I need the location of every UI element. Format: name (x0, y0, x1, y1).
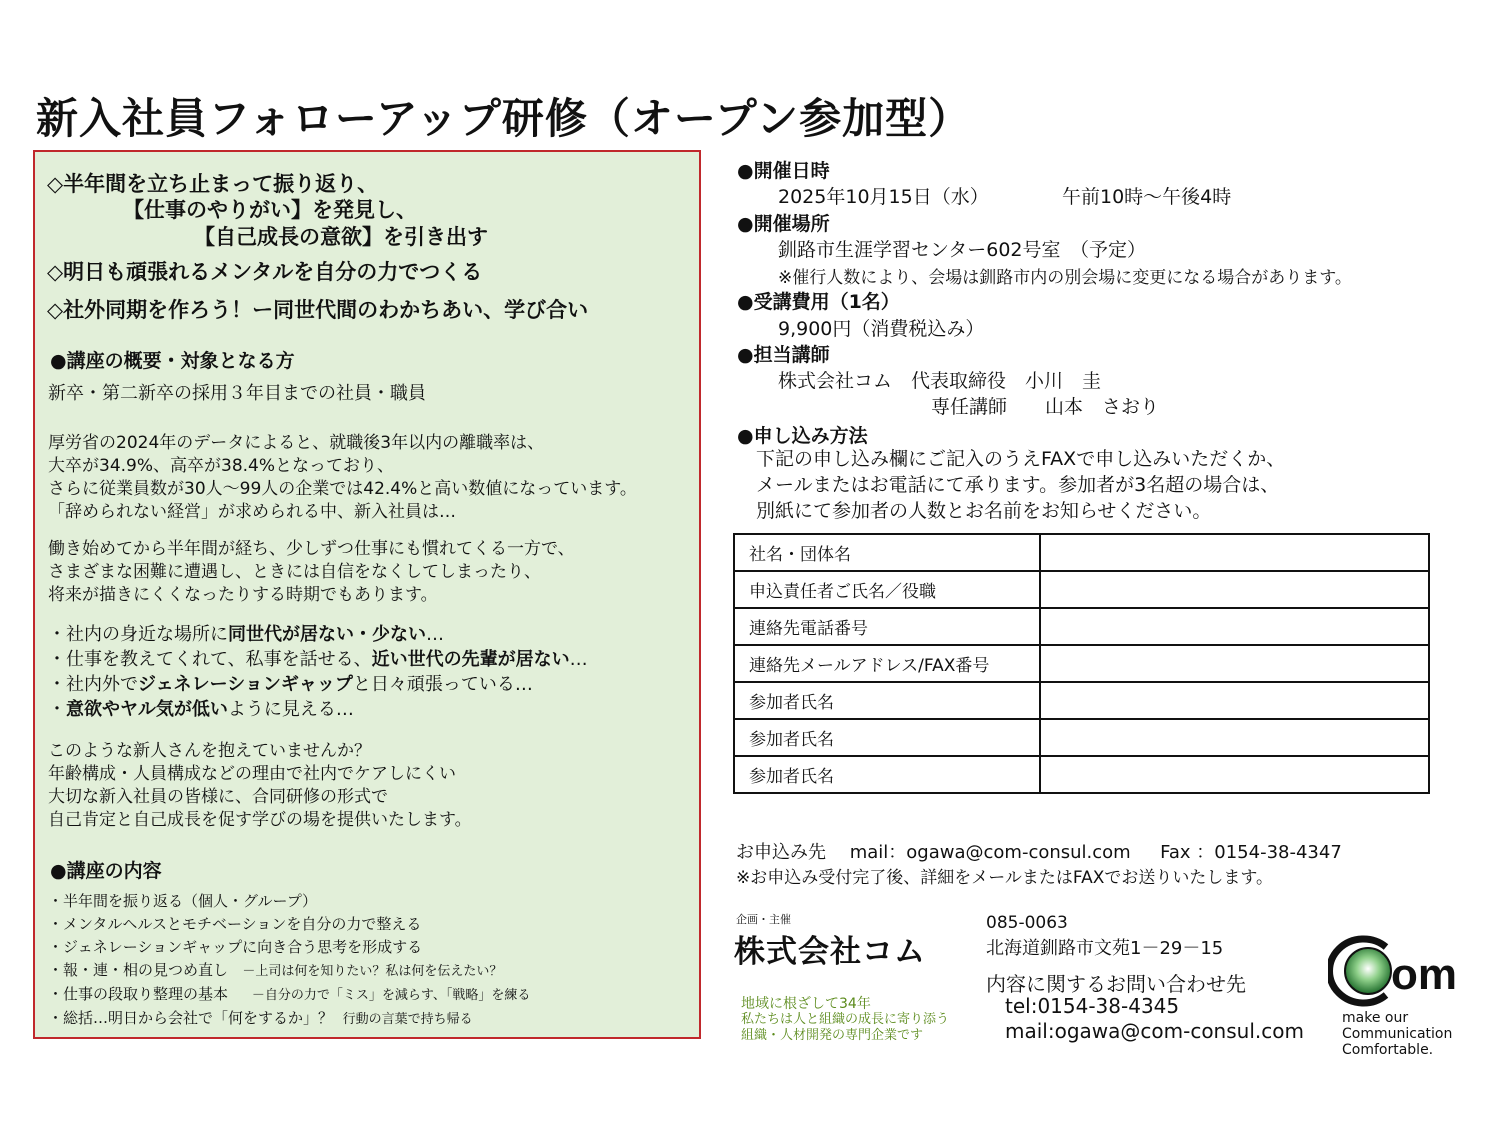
table-row (734, 719, 1429, 756)
tagline-line: 組織・人材開発の専門企業です (741, 1028, 924, 1043)
apply-heading: ●申し込み方法 (737, 425, 868, 447)
table-row (734, 608, 1429, 645)
logo-line: Comfortable. (1342, 1042, 1434, 1058)
form-label: 参加者氏名 (734, 682, 1040, 719)
organizer-label: 企画・主催 (736, 913, 791, 926)
paragraph-line: 厚労省の2024年のデータによると、就職後3年以内の離職率は、 (48, 433, 545, 453)
form-input-cell[interactable] (1040, 719, 1429, 756)
paragraph-line: 働き始めてから半年間が経ち、少しずつ仕事にも慣れてくる一方で、 (48, 539, 575, 559)
slogan-line: ◇明日も頑張れるメンタルを自分の力でつくる (47, 259, 483, 284)
lecturer-heading: ●担当講師 (737, 344, 830, 366)
paragraph-line: 「辞められない経営」が求められる中、新入社員は… (48, 502, 456, 522)
form-label: 社名・団体名 (734, 534, 1040, 571)
issue-bullets (48, 622, 588, 722)
content-heading: ●講座の内容 (50, 860, 162, 882)
content-list (48, 890, 530, 1031)
logo-mark-icon (1328, 933, 1463, 1008)
application-form (733, 533, 1430, 794)
date-heading: ●開催日時 (737, 160, 830, 182)
apply-instructions (756, 446, 1285, 524)
logo-line: Communication (1342, 1026, 1453, 1042)
list-item: ・社内外でジェネレーションギャップと日々頑張っている… (48, 674, 533, 695)
list-item: ・報・連・相の見つめ直し －上司は何を知りたい？私は何を伝えたい？ (48, 961, 503, 979)
paragraph-line: さまざまな困難に遭遇し、ときには自信をなくしてしまったり、 (48, 562, 541, 582)
logo-word: om (1391, 950, 1457, 999)
inquiry-mail[interactable]: mail:ogawa@com-consul.com (1005, 1019, 1304, 1043)
table-row (734, 645, 1429, 682)
company-tagline (741, 996, 949, 1044)
form-label: 参加者氏名 (734, 756, 1040, 793)
form-input-cell[interactable] (1040, 608, 1429, 645)
postal-code: 085-0063 (986, 913, 1068, 933)
paragraph-line: 大卒が34.9%、高卒が38.4%となっており、 (48, 456, 395, 476)
offer-paragraph (48, 740, 472, 832)
company-name: 株式会社コム (734, 934, 926, 970)
form-input-cell[interactable] (1040, 682, 1429, 719)
paragraph-line: 下記の申し込み欄にご記入のうえFAXで申し込みいただくか、 (756, 448, 1286, 470)
table-row (734, 571, 1429, 608)
situation-paragraph (48, 538, 575, 607)
company-logo (1328, 933, 1463, 1058)
event-date: 2025年10月15日（水） (778, 186, 989, 208)
form-label: 参加者氏名 (734, 719, 1040, 756)
list-item: ・メンタルヘルスとモチベーションを自分の力で整える (48, 915, 422, 933)
form-label: 連絡先電話番号 (734, 608, 1040, 645)
place-heading: ●開催場所 (737, 213, 830, 235)
slogan-line: 【自己成長の意欲】を引き出す (194, 224, 488, 249)
list-item: ・仕事の段取り整理の基本 －自分の力で「ミス」を減らす、「戦略」を練る (48, 985, 531, 1003)
table-row (734, 534, 1429, 571)
paragraph-line: メールまたはお電話にて承ります。参加者が3名超の場合は、 (756, 474, 1280, 496)
inquiry-label: 内容に関するお問い合わせ先 (986, 972, 1246, 996)
overview-heading: ●講座の概要・対象となる方 (50, 350, 295, 372)
form-label: 連絡先メールアドレス/FAX番号 (734, 645, 1040, 682)
address: 北海道釧路市文苑1－29－15 (986, 938, 1224, 959)
tagline-line: 地域に根ざして34年 (741, 996, 871, 1012)
form-input-cell[interactable] (1040, 534, 1429, 571)
form-input-cell[interactable] (1040, 645, 1429, 682)
paragraph-line: このような新人さんを抱えていませんか？ (48, 741, 371, 761)
lecturer-line: 株式会社コム 代表取締役 小川 圭 (778, 370, 1102, 392)
slogan-line: ◇半年間を立ち止まって振り返り、 (47, 171, 379, 196)
list-item: ・仕事を教えてくれて、私事を話せる、近い世代の先輩が居ない… (48, 649, 588, 670)
tagline-line: 私たちは人と組織の成長に寄り添う (741, 1012, 950, 1027)
form-label: 申込責任者ご氏名／役職 (734, 571, 1040, 608)
table-row (734, 756, 1429, 793)
list-item: ・社内の身近な場所に同世代が居ない・少ない… (48, 624, 444, 645)
paragraph-line: 大切な新入社員の皆様に、合同研修の形式で (48, 787, 388, 807)
paragraph-line: 年齢構成・人員構成などの理由で社内でケアしにくい (48, 764, 456, 784)
paragraph-line: 別紙にて参加者の人数とお名前をお知らせください。 (756, 500, 1212, 522)
page-title: 新入社員フォローアップ研修（オープン参加型） (36, 94, 972, 143)
event-place: 釧路市生涯学習センター602号室 （予定） (778, 239, 1147, 261)
place-note: ※催行人数により、会場は釧路市内の別会場に変更になる場合があります。 (778, 268, 1352, 288)
fee-text: 9,900円（消費税込み） (778, 318, 985, 340)
paragraph-line: 将来が描きにくくなったりする時期でもあります。 (48, 585, 438, 605)
slogan-line: ◇社外同期を作ろう！ー同世代間のわかちあい、学び合い (47, 297, 589, 322)
fee-heading: ●受講費用（1名） (737, 291, 900, 313)
table-row (734, 682, 1429, 719)
list-item: ・半年間を振り返る（個人・グループ） (48, 892, 317, 910)
paragraph-line: 自己肯定と自己成長を促す学びの場を提供いたします。 (48, 810, 472, 830)
logo-line: make our (1342, 1010, 1409, 1026)
form-input-cell[interactable] (1040, 571, 1429, 608)
list-item: ・ジェネレーションギャップに向き合う思考を形成する (48, 938, 423, 956)
slogan-line: 【仕事のやりがい】を発見し、 (123, 197, 417, 222)
apply-note: ※お申込み受付完了後、詳細をメールまたはFAXでお送りいたします。 (736, 868, 1274, 888)
target-text: 新卒・第二新卒の採用３年目までの社員・職員 (48, 383, 426, 404)
stats-paragraph (48, 432, 637, 524)
paragraph-line: さらに従業員数が30人～99人の企業では42.4%と高い数値になっています。 (48, 479, 637, 499)
lecturer-line: 専任講師 山本 さおり (931, 396, 1160, 418)
list-item: ・意欲やヤル気が低いように見える… (48, 699, 354, 720)
event-time: 午前10時～午後4時 (1062, 186, 1232, 208)
list-item: ・総括…明日から会社で「何をするか」？ 行動の言葉で持ち帰る (48, 1009, 473, 1027)
inquiry-tel[interactable]: tel:0154-38-4345 (1005, 994, 1180, 1018)
apply-contact: お申込み先 mail：ogawa@com-consul.com Fax ：0154-38-4347 (736, 842, 1342, 863)
form-input-cell[interactable] (1040, 756, 1429, 793)
